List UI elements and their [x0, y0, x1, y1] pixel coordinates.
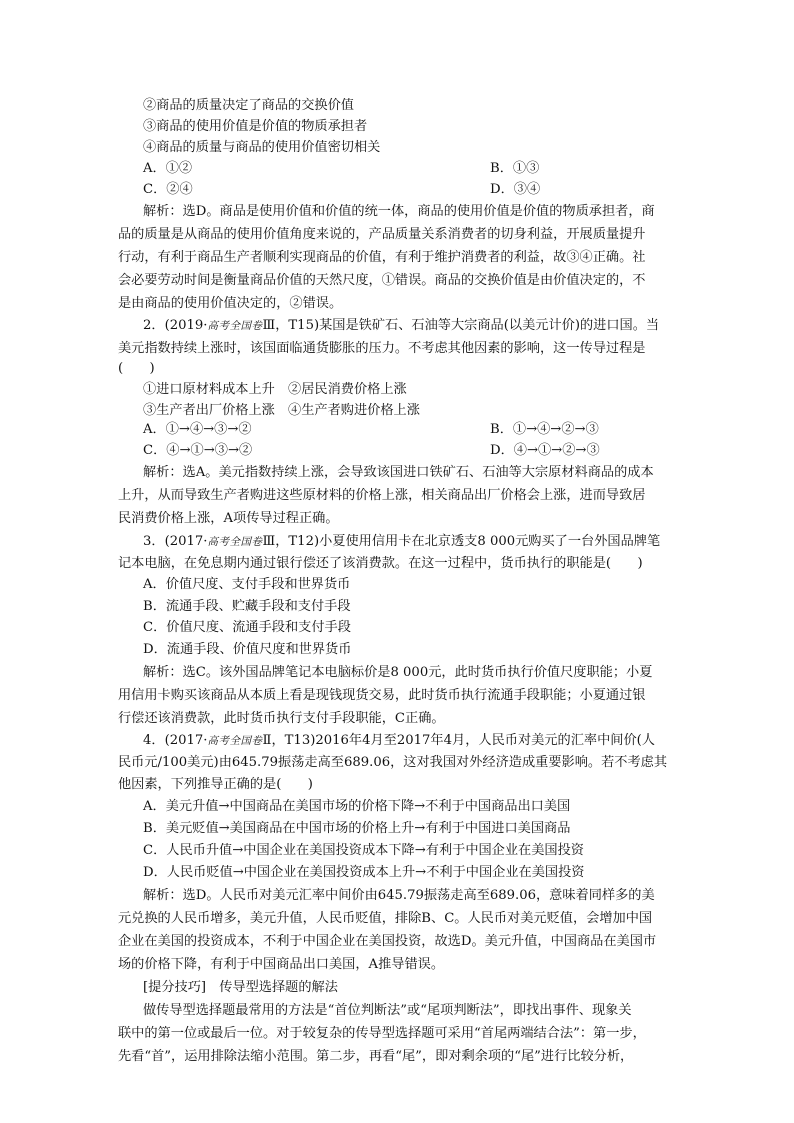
q4-stem-line-2: 民币元/100美元)由645.79振荡走高至689.06，这对我国对外经济造成重要影响。若不考虑其: [118, 755, 668, 770]
q4-analysis-line-3: 企业在美国的投资成本，不利于中国企业在美国投资，故选D。美元升值，中国商品在美国市: [118, 934, 657, 949]
q4-analysis-line-4: 场的价格下降，有利于中国商品出口美国，A推导错误。: [118, 957, 445, 972]
q2-item-line-2: ③生产者出厂价格上涨 ④生产者购进价格上涨: [143, 403, 420, 418]
q3-number: 3．(2017·: [143, 534, 208, 549]
q4-analysis-line-2: 元兑换的人民币增多，美元升值，人民币贬值，排除B、C。人民币对美元贬值，会增加中国: [118, 911, 653, 926]
q4-source: 高考全国卷: [207, 735, 263, 747]
q2-analysis-line-1: 解析：选A。美元指数持续上涨，会导致该国进口铁矿石、石油等大宗原材料商品的成本: [143, 465, 654, 480]
q4-option-d: D．人民币贬值→中国企业在美国投资成本上升→不利于中国企业在美国投资: [143, 865, 585, 880]
q1-option-d: D．③④: [490, 182, 541, 197]
q3-analysis-line-2: 用信用卡购买该商品从本质上看是现钱现货交易，此时货币执行流通手段职能；小夏通过银: [118, 688, 646, 703]
q3-stem-line-2: 记本电脑，在免息期内通过银行偿还了该消费款。在这一过程中，货币执行的职能是( ): [118, 556, 643, 571]
q2-number: 2．(2019·: [143, 318, 208, 333]
q3-option-c: C．价值尺度、流通手段和支付手段: [143, 620, 351, 635]
q1-analysis-line-2: 品的质量是从商品的使用价值角度来说的，产品质量关系消费者的切身利益，开展质量提升: [118, 227, 646, 242]
q2-stem-line-2: 美元指数持续上涨时，该国面临通货膨胀的压力。不考虑其他因素的影响，这一传导过程是: [118, 341, 646, 356]
q2-option-b: B．①→④→②→③: [490, 422, 599, 437]
q1-analysis-line-4: 会必要劳动时间是衡量商品价值的天然尺度，①错误。商品的交换价值是由价值决定的，不: [118, 273, 646, 288]
q2-option-d: D．④→①→②→③: [490, 443, 600, 458]
q3-option-d: D．流通手段、价值尺度和世界货币: [143, 642, 352, 657]
q3-stem-line-1: [143, 532, 703, 552]
tips-heading: [提分技巧] 传导型选择题的解法: [143, 980, 338, 995]
q4-stem-text: Ⅱ，T13)2016年4月至2017年4月，人民币对美元的汇率中间价(人: [262, 733, 655, 748]
q3-source: 高考全国卷: [207, 536, 263, 548]
q2-stem-line-1: [143, 316, 703, 336]
q2-item-line-1: ①进口原材料成本上升 ②居民消费价格上涨: [143, 382, 407, 397]
q2-option-a: A．①→④→③→②: [143, 422, 252, 437]
q2-analysis-line-3: 民消费价格上涨，A项传导过程正确。: [118, 511, 339, 526]
q2-stem-text: Ⅲ，T15)某国是铁矿石、石油等大宗商品(以美元计价)的进口国。当: [262, 318, 660, 333]
q3-stem-text: Ⅲ，T12)小夏使用信用卡在北京透支8 000元购买了一台外国品牌笔: [262, 534, 661, 549]
q1-statement-3: ③商品的使用价值是价值的物质承担者: [143, 119, 368, 134]
q4-option-a: A．美元升值→中国商品在美国市场的价格下降→不利于中国商品出口美国: [143, 799, 571, 814]
q2-analysis-line-2: 上升，从而导致生产者购进这些原材料的价格上涨，相关商品出厂价格会上涨，进而导致居: [118, 488, 646, 503]
q3-analysis-line-3: 行偿还该消费款，此时货币执行支付手段职能，C正确。: [118, 711, 445, 726]
q4-stem-line-3: 他因素，下列推导正确的是( ): [118, 777, 313, 792]
q4-option-c: C．人民币升值→中国企业在美国投资成本下降→有利于中国企业在美国投资: [143, 843, 584, 858]
q2-stem-line-3: ( ): [118, 361, 155, 376]
q1-analysis-line-1: 解析：选D。商品是使用价值和价值的统一体，商品的使用价值是价值的物质承担者，商: [143, 204, 655, 219]
q1-statement-2: ②商品的质量决定了商品的交换价值: [143, 98, 354, 113]
q4-stem-line-1: [143, 731, 703, 751]
q1-option-a: A．①②: [143, 161, 193, 176]
tips-line-2: 联中的第一位或最后一位。对于较复杂的传导型选择题可采用“首尾两端结合法”：第一步，: [118, 1026, 646, 1041]
tips-line-3: 先看“首”，运用排除法缩小范围。第二步，再看“尾”，即对剩余项的“尾”进行比较分析，: [118, 1049, 634, 1064]
q1-analysis-line-3: 行动，有利于商品生产者顺利实现商品的价值，有利于维护消费者的利益，故③④正确。社: [118, 250, 646, 265]
q3-option-a: A．价值尺度、支付手段和世界货币: [143, 577, 351, 592]
q3-analysis-line-1: 解析：选C。该外国品牌笔记本电脑标价是8 000元，此时货币执行价值尺度职能；小夏: [143, 665, 653, 680]
q3-option-b: B．流通手段、贮藏手段和支付手段: [143, 599, 351, 614]
q4-number: 4．(2017·: [143, 733, 208, 748]
q2-source: 高考全国卷: [207, 320, 263, 332]
q1-analysis-line-5: 是由商品的使用价值决定的，②错误。: [118, 296, 343, 311]
q1-option-b: B．①③: [490, 161, 540, 176]
q2-option-c: C．④→①→③→②: [143, 443, 253, 458]
q4-analysis-line-1: 解析：选D。人民币对美元汇率中间价由645.79振荡走高至689.06，意味着同样多的美: [143, 888, 655, 903]
q1-statement-4: ④商品的质量与商品的使用价值密切相关: [143, 140, 381, 155]
tips-line-1: 做传导型选择题最常用的方法是“首位判断法”或“尾项判断法”，即找出事件、现象关: [143, 1003, 632, 1018]
q4-option-b: B．美元贬值→美国商品在中国市场的价格上升→有利于中国进口美国商品: [143, 821, 571, 836]
q1-option-c: C．②④: [143, 182, 193, 197]
